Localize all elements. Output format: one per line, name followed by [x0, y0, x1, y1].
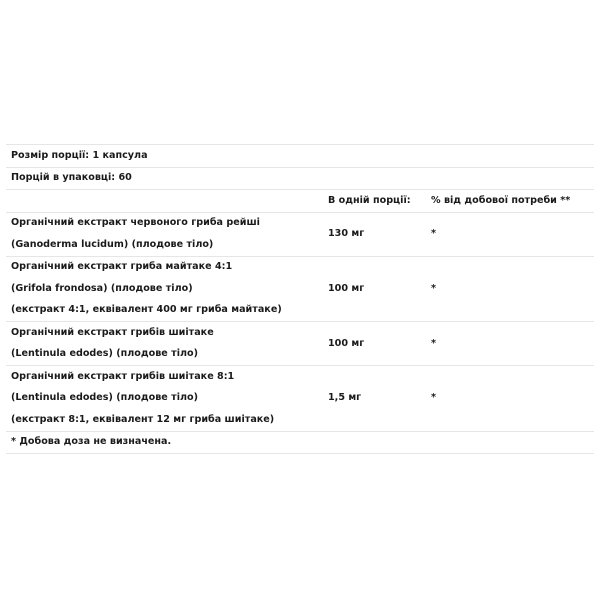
amount-per-serving-header: В одній порції:	[328, 194, 411, 206]
daily-value-header: % від добової потреби **	[431, 194, 571, 206]
supplement-facts-table	[6, 144, 594, 454]
serving-size-label: Розмір порції: 1 капсула	[11, 149, 148, 161]
ingredient-row	[6, 213, 594, 257]
ingredient-daily-value: *	[431, 392, 437, 404]
ingredient-amount: 100 мг	[328, 337, 365, 349]
footnote: * Добова доза не визначена.	[11, 436, 172, 448]
footnote-row	[6, 432, 594, 455]
ingredient-daily-value: *	[431, 228, 437, 240]
servings-per-container-label: Порцій в упаковці: 60	[11, 172, 132, 184]
ingredient-daily-value: *	[431, 282, 437, 294]
ingredient-row	[6, 322, 594, 366]
table-header-row	[6, 190, 594, 213]
ingredient-daily-value: *	[431, 337, 437, 349]
ingredient-name-line: (Lentinula edodes) (плодове тіло)	[11, 348, 198, 360]
ingredient-name-line: Органічний екстракт червоного гриба рейші	[11, 217, 260, 229]
ingredient-name-line: Органічний екстракт гриба майтаке 4:1	[11, 261, 233, 273]
ingredient-name-line: Органічний екстракт грибів шиітаке 8:1	[11, 370, 235, 382]
ingredient-name-line: Органічний екстракт грибів шиітаке	[11, 326, 214, 338]
ingredient-name-line: (Ganoderma lucidum) (плодове тіло)	[11, 238, 214, 250]
ingredient-amount: 100 мг	[328, 282, 365, 294]
ingredient-name-line: (Lentinula edodes) (плодове тіло)	[11, 392, 198, 404]
ingredient-name-line: (екстракт 8:1, еквівалент 12 мг гриба шиітаке)	[11, 413, 275, 425]
ingredient-name-line: (екстракт 4:1, еквівалент 400 мг гриба майтаке)	[11, 304, 282, 316]
ingredient-row	[6, 257, 594, 323]
servings-per-container-row	[6, 168, 594, 191]
ingredient-amount: 130 мг	[328, 228, 365, 240]
ingredient-row	[6, 366, 594, 432]
ingredient-name-line: (Grifola frondosa) (плодове тіло)	[11, 282, 193, 294]
serving-size-row	[6, 144, 594, 168]
ingredient-amount: 1,5 мг	[328, 392, 362, 404]
